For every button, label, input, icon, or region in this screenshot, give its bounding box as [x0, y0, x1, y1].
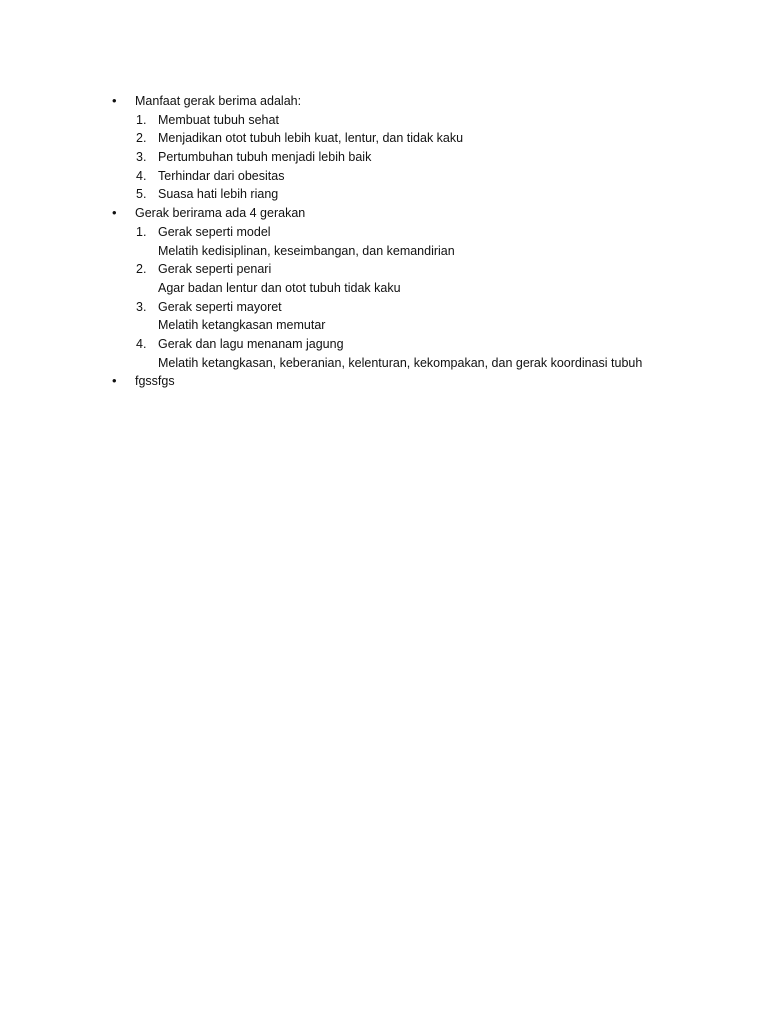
- list-item-detail: [112, 242, 712, 261]
- list-number: 1.: [136, 224, 147, 239]
- numbered-item: [112, 335, 712, 354]
- numbered-item: [112, 111, 712, 130]
- list-number: 3.: [136, 150, 147, 165]
- list-item-detail-text: Melatih ketangkasan memutar: [158, 318, 326, 333]
- list-item-detail-text: Agar badan lentur dan otot tubuh tidak kaku: [158, 280, 401, 295]
- numbered-item: [112, 129, 712, 148]
- list-item-text: Pertumbuhan tubuh menjadi lebih baik: [158, 150, 372, 165]
- numbered-item: [112, 260, 712, 279]
- bullet-item: [112, 372, 712, 391]
- bullet-text: fgssfgs: [135, 374, 175, 389]
- bullet-text: Manfaat gerak berima adalah:: [135, 94, 302, 108]
- numbered-item: [112, 223, 712, 242]
- list-number: 5.: [136, 187, 147, 202]
- bullet-marker: •: [112, 93, 117, 108]
- list-number: 4.: [136, 336, 147, 351]
- list-item-text: Gerak seperti model: [158, 224, 271, 239]
- list-number: 1.: [136, 112, 147, 127]
- list-item-text: Terhindar dari obesitas: [158, 168, 285, 183]
- list-item-detail-text: Melatih kedisiplinan, keseimbangan, dan kemandirian: [158, 243, 455, 258]
- list-number: 3.: [136, 299, 147, 314]
- list-number: 4.: [136, 168, 147, 183]
- bullet-marker: •: [112, 373, 117, 389]
- list-number: 2.: [136, 131, 147, 146]
- list-item-detail: [112, 316, 712, 335]
- list-item-text: Gerak seperti mayoret: [158, 299, 282, 314]
- numbered-item: [112, 298, 712, 317]
- list-item-text: Menjadikan otot tubuh lebih kuat, lentur, dan tidak kaku: [158, 131, 464, 146]
- list-item-text: Suasa hati lebih riang: [158, 187, 279, 202]
- list-item-detail: [112, 279, 712, 298]
- list-item-text: Gerak seperti penari: [158, 262, 272, 277]
- bullet-item: [112, 92, 712, 111]
- document-body: [112, 92, 712, 391]
- numbered-item: [112, 167, 712, 186]
- list-item-detail: [112, 354, 712, 373]
- bullet-text: Gerak berirama ada 4 gerakan: [135, 206, 306, 221]
- numbered-item: [112, 148, 712, 167]
- numbered-item: [112, 185, 712, 204]
- list-item-text: Membuat tubuh sehat: [158, 112, 279, 127]
- list-item-text: Gerak dan lagu menanam jagung: [158, 336, 344, 351]
- list-item-detail-text: Melatih ketangkasan, keberanian, kelenturan, kekompakan, dan gerak koordinasi tubuh: [158, 355, 643, 370]
- bullet-item: [112, 204, 712, 223]
- bullet-marker: •: [112, 205, 117, 221]
- list-number: 2.: [136, 262, 147, 277]
